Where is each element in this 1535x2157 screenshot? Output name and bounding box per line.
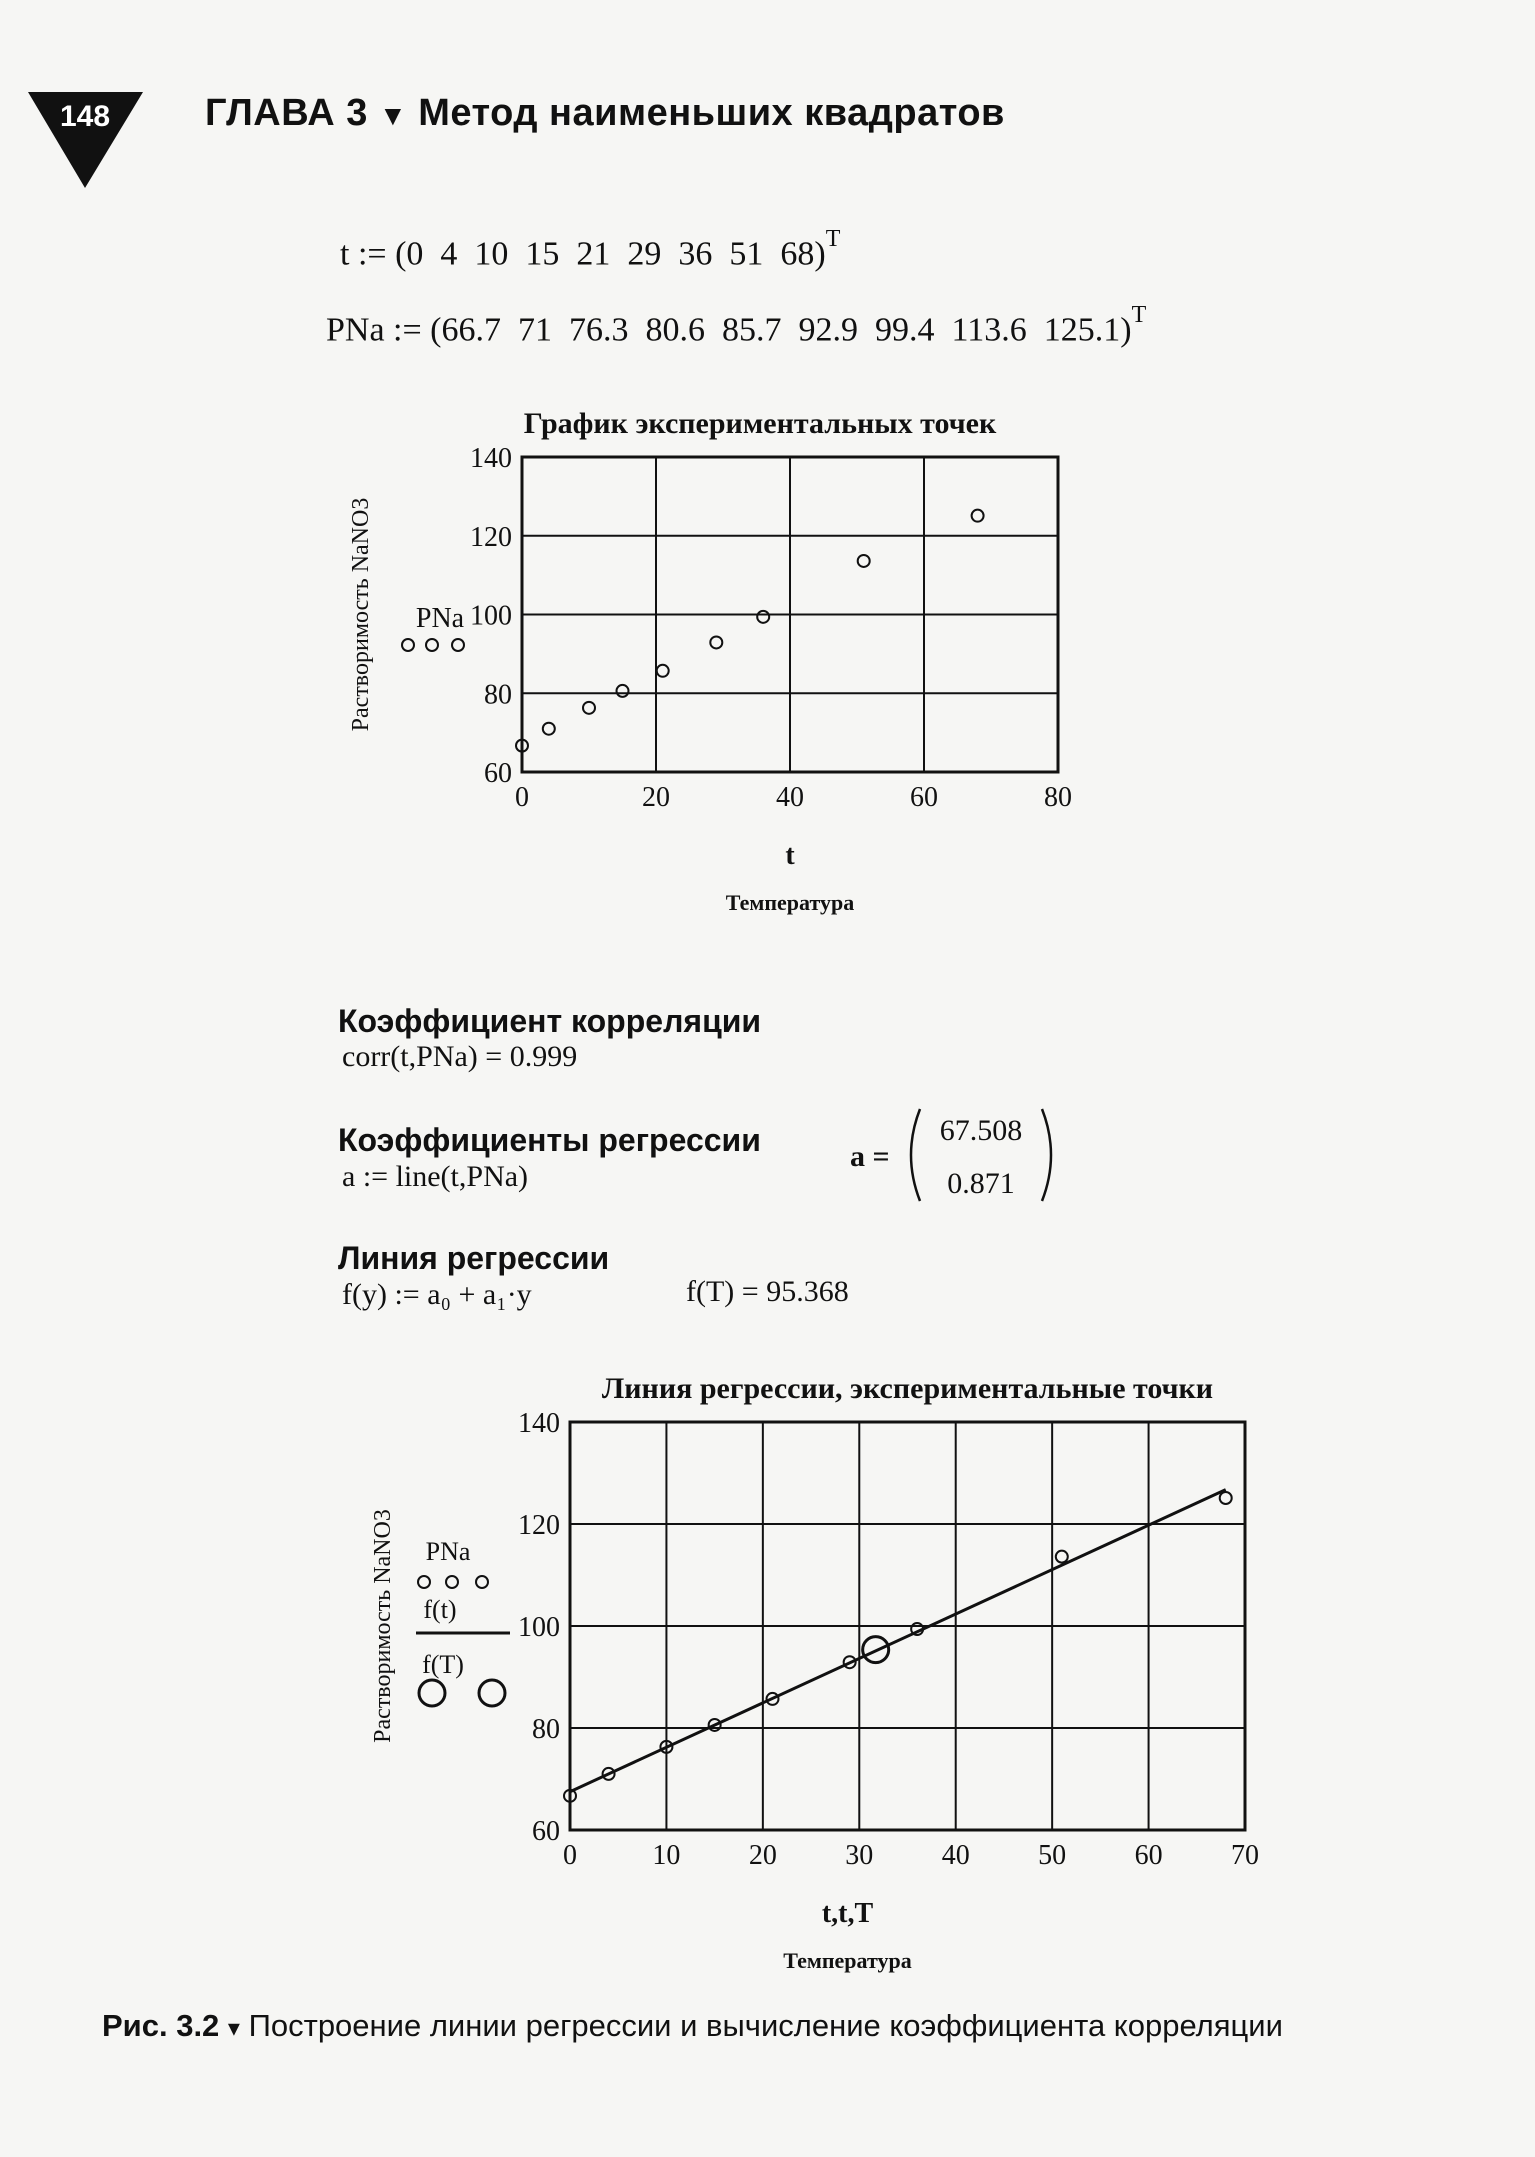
legend-pna-marker xyxy=(418,1576,430,1588)
legend-fT-label: f(T) xyxy=(422,1650,464,1679)
regression-formula: a := line(t,PNa) xyxy=(342,1160,529,1193)
data-point xyxy=(583,702,595,714)
y-tick-label: 60 xyxy=(532,1816,560,1847)
chart-title: Линия регрессии, экспериментальные точки xyxy=(601,1372,1214,1405)
x-tick-label: 80 xyxy=(1044,782,1072,813)
data-point xyxy=(1220,1492,1232,1504)
regression-line-formula: f(y) := a₀ + a₁·y xyxy=(342,1278,532,1311)
y-tick-label: 100 xyxy=(470,600,512,632)
data-point xyxy=(972,510,984,522)
t-definition-text: t := (0 4 10 15 21 29 36 51 68) xyxy=(340,235,826,273)
regression-heading: Коэффициенты регрессии xyxy=(338,1122,761,1158)
legend-fT-marker xyxy=(419,1680,445,1706)
y-tick-label: 140 xyxy=(470,443,512,474)
y-tick-label: 60 xyxy=(484,758,512,789)
legend-pna-label: PNa xyxy=(415,603,465,634)
legend-pna-marker xyxy=(476,1576,488,1588)
x-tick-label: 40 xyxy=(941,1840,970,1871)
correlation-heading: Коэффициент корреляции xyxy=(338,1003,762,1039)
y-axis-label: Растворимость NaNO3 xyxy=(370,1509,396,1743)
data-point xyxy=(657,665,669,677)
chapter-name: Метод наименьших квадратов xyxy=(418,92,1005,134)
legend-pna-marker xyxy=(452,639,464,651)
data-point xyxy=(858,555,870,567)
pna-definition xyxy=(326,302,1147,349)
caption-text: Построение линии регрессии и вычисление коэффициента корреляции xyxy=(248,2008,1283,2043)
y-tick-label: 140 xyxy=(518,1408,560,1439)
chart-title: График экспериментальных точек xyxy=(523,407,997,440)
y-tick-label: 100 xyxy=(518,1612,560,1643)
x-tick-label: 10 xyxy=(652,1840,681,1871)
experimental-points-chart xyxy=(340,395,1100,935)
legend-fT-marker xyxy=(479,1680,505,1706)
y-tick-label: 80 xyxy=(484,679,512,711)
t-transpose: T xyxy=(825,226,841,252)
data-point xyxy=(1056,1551,1068,1563)
x-tick-label: 30 xyxy=(845,1840,874,1871)
data-point xyxy=(757,611,769,623)
x-axis-sublabel: Температура xyxy=(725,890,855,915)
coefficient-a0: 67.508 xyxy=(939,1114,1023,1147)
legend-pna-marker xyxy=(446,1576,458,1588)
page-number-badge xyxy=(28,92,143,188)
regression-result-label: a = xyxy=(850,1140,890,1173)
page-number: 148 xyxy=(59,100,111,133)
x-tick-label: 50 xyxy=(1038,1840,1067,1871)
coefficient-a1: 0.871 xyxy=(947,1167,1015,1200)
chapter-title xyxy=(205,92,1005,135)
x-tick-label: 40 xyxy=(776,782,804,813)
data-point xyxy=(710,636,722,648)
data-point xyxy=(617,685,629,697)
y-axis-label: Растворимость NaNO3 xyxy=(348,497,374,732)
legend-pna-marker xyxy=(426,639,438,651)
legend-pna-label: PNa xyxy=(425,1537,471,1566)
data-point xyxy=(543,723,555,735)
figure-caption xyxy=(102,2008,1283,2044)
x-tick-label: 60 xyxy=(1134,1840,1163,1871)
x-tick-label: 20 xyxy=(642,782,670,813)
pna-definition-text: PNa := (66.7 71 76.3 80.6 85.7 92.9 99.4 113.6 125.1) xyxy=(326,311,1132,349)
y-tick-label: 80 xyxy=(532,1714,560,1745)
x-axis-label: t,t,T xyxy=(821,1898,874,1929)
x-tick-label: 60 xyxy=(910,782,938,813)
y-tick-label: 120 xyxy=(470,521,512,553)
figure-label: Рис. 3.2 xyxy=(102,2008,220,2043)
correlation-formula: corr(t,PNa) = 0.999 xyxy=(342,1040,578,1073)
x-tick-label: 0 xyxy=(563,1840,577,1871)
y-tick-label: 120 xyxy=(518,1510,560,1541)
x-axis-sublabel: Температура xyxy=(783,1948,912,1973)
coefficient-matrix xyxy=(906,1105,1056,1205)
x-axis-label: t xyxy=(785,840,795,871)
chapter-label: ГЛАВА 3 xyxy=(205,92,368,134)
chapter-separator-icon: ▼ xyxy=(378,100,408,131)
regression-line-value: f(T) = 95.368 xyxy=(686,1275,849,1308)
t-definition xyxy=(340,226,841,273)
regression-line xyxy=(570,1490,1226,1792)
pna-transpose: T xyxy=(1131,302,1147,328)
x-tick-label: 0 xyxy=(515,782,529,813)
x-tick-label: 70 xyxy=(1231,1840,1259,1871)
legend-pna-marker xyxy=(402,639,414,651)
regression-line-heading: Линия регрессии xyxy=(338,1240,610,1276)
legend-ft-label: f(t) xyxy=(423,1595,457,1624)
x-tick-label: 20 xyxy=(748,1840,777,1871)
regression-chart xyxy=(360,1355,1260,1985)
caption-marker-icon: ▾ xyxy=(227,2015,240,2042)
